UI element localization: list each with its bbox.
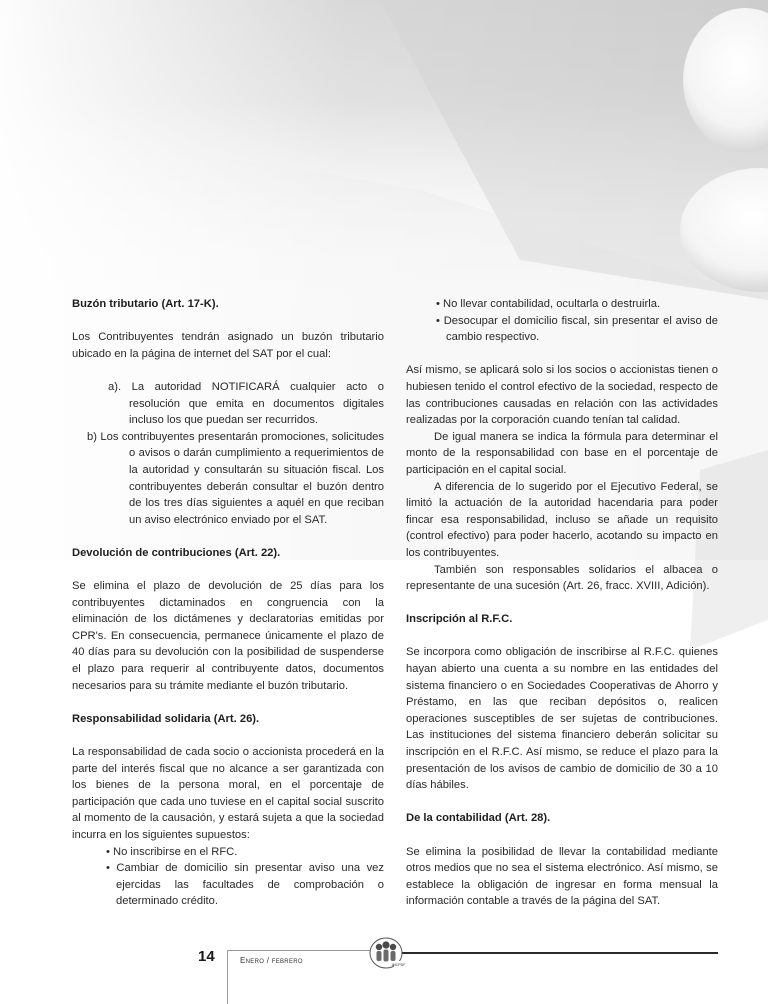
right-column [406,296,718,910]
list-item: a). La autoridad NOTIFICARÁ cualquier acto o resolución que emita en documentos digitales incluso los que puedan ser recurridos. [108,380,384,427]
left-column [72,296,384,910]
supuestos-list [72,844,384,910]
heading-responsabilidad: Responsabilidad solidaria (Art. 26). [72,712,260,725]
list-item: • Desocupar el domicilio fiscal, sin presentar el aviso de cambio respectivo. [436,314,718,344]
supuestos-list-continued [406,296,718,346]
list-item: b) Los contribuyentes presentarán promociones, solicitudes o avisos o darán cumplimiento a requerimientos de la autoridad y consultarán su situación fiscal. Los contribuyentes deberán consultar el buzón dentro de los tres días siguientes a aquél en que reciban un aviso electrónico enviado por el SAT. [87,430,384,526]
paragraph-ejecutivo: A diferencia de lo sugerido por el Ejecutivo Federal, se limitó la actuación de la autoridad hacendaria para poder fincar esa responsabilidad, incluso se añade un requisito (control efectivo) para poder hacerlo, acotando su impacto en los contribuyentes. [406,480,718,559]
footer-rule-thin [227,950,377,951]
footer-divider-vertical [227,950,228,1004]
heading-inscripcion-rfc: Inscripción al R.F.C. [406,613,513,626]
devolucion-body: Se elimina el plazo de devolución de 25 días para los contribuyentes dictaminados en congruencia con la eliminación de los dictámenes y declaratorias emitidas por CPR's. En consecuencia, permanece únicamente el plazo de 40 días para su devolución con la posibilidad de suspenderse el plazo para requerir al contribuyente datos, documentos necesarios para su trámite mediante el buzón tributario. [72,580,384,692]
page-footer [0,936,768,1004]
heading-buzon-tributario: Buzón tributario (Art. 17-K). [72,298,219,310]
paragraph-formula: De igual manera se indica la fórmula para determinar el monto de la responsabilidad con base en el porcentaje de participación en el capital social. [406,430,718,476]
page-number: 14 [198,948,215,965]
issue-label: Enero / febrero [240,956,303,965]
buzon-intro: Los Contribuyentes tendrán asignado un buzón tributario ubicado en la página de internet del SAT por el cual: [72,331,384,360]
list-item: • No inscribirse en el RFC. [106,845,238,858]
contabilidad-body: Se elimina la posibilidad de llevar la contabilidad mediante otros medios que no sea el sistema electrónico. Así mismo, se establece la obligación de ingresar en forma mensual la información contable a través de la página del SAT. [406,845,718,908]
logo-text: IMCPDF [391,963,406,967]
paragraph-albacea: También son responsables solidarios el albacea o representante de una sucesión (Art. 26, fracc. XVIII, Adición). [406,563,718,593]
responsabilidad-body: La responsabilidad de cada socio o accionista procederá en la parte del interés fiscal que no alcance a ser garantizada con los bienes de la persona moral, en el porcentaje de participación que cada uno tuviese en el capital social suscrito al momento de la causación, y estará sujeta a que la sociedad incurra en los siguientes supuestos: [72,746,384,841]
imcp-logo-icon [368,936,404,970]
paragraph-control-efectivo: Así mismo, se aplicará solo si los socios o accionistas tienen o hubiesen tenido el control efectivo de la sociedad, respecto de las contribuciones causadas en relación con las actividades realizadas por la corporación cuando tenían tal calidad. [406,364,718,427]
inscripcion-body: Se incorpora como obligación de inscribirse al R.F.C. quienes hayan abierto una cuenta a su nombre en las entidades del sistema financiero o en Sociedades Cooperativas de Ahorro y Préstamo, en las que reciban depósitos o, realicen operaciones susceptibles de ser sujetas de contribuciones. Las instituciones del sistema financiero deberán solicitar su inscripción en el R.F.C. Así mismo, se reduce el plazo para la presentación de los avisos de cambio de domicilio de 30 a 10 días hábiles. [406,646,718,792]
heading-contabilidad: De la contabilidad (Art. 28). [406,812,551,825]
heading-devolucion: Devolución de contribuciones (Art. 22). [72,546,281,559]
list-item: • No llevar contabilidad, ocultarla o destruirla. [436,298,661,310]
buzon-list [72,379,384,528]
footer-rule-thick [396,952,718,954]
list-item: • Cambiar de domicilio sin presentar aviso una vez ejercidas las facultades de comprobación o determinado crédito. [106,862,384,908]
